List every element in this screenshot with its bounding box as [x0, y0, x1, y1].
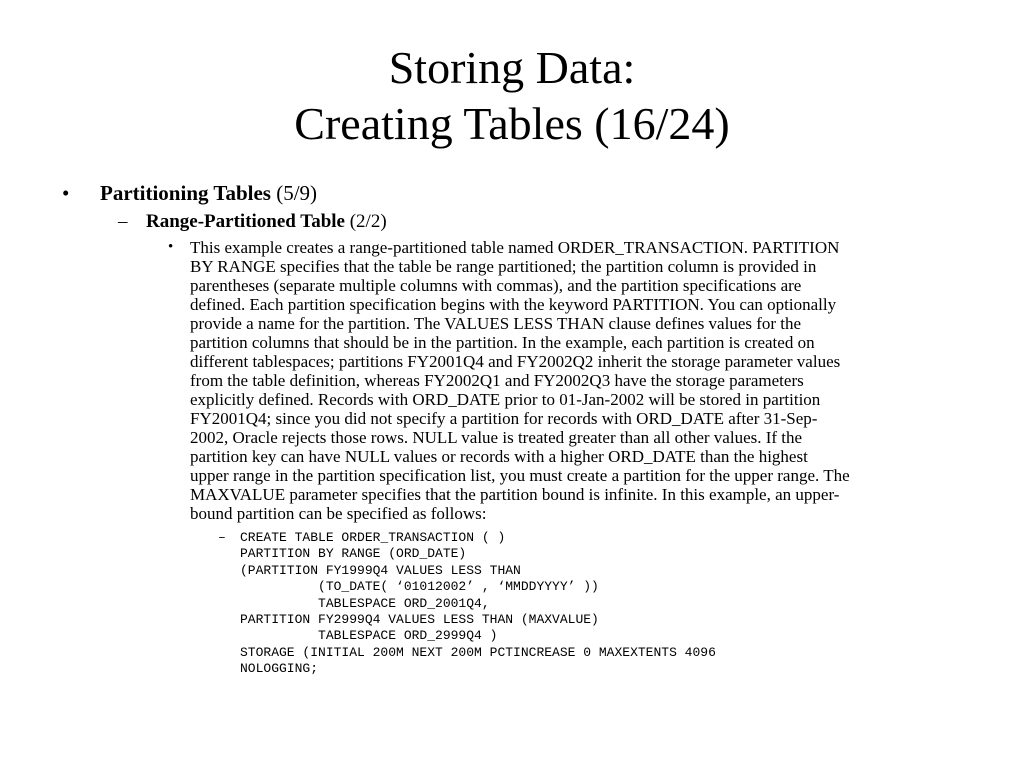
- bullet-dot-icon: •: [62, 181, 70, 205]
- paragraph-line: partition key can have NULL values or records with a higher ORD_DATE than the highest: [190, 447, 808, 466]
- paragraph-line: from the table definition, whereas FY2002Q1 and FY2002Q3 have the storage parameters: [190, 371, 804, 390]
- paragraph-line: 2002, Oracle rejects those rows. NULL value is treated greater than all other values. If the: [190, 428, 803, 447]
- bullet-text: [146, 210, 387, 234]
- paragraph-line: FY2001Q4; since you did not specify a partition for records with ORD_DATE after 31-Sep-: [190, 409, 818, 428]
- heading-suffix: (5/9): [270, 181, 318, 205]
- paragraph-line: upper range in the partition specification list, you must create a partition for the upper range. The: [190, 466, 850, 485]
- paragraph-line: bound partition can be specified as follows:: [190, 504, 487, 523]
- paragraph-line: MAXVALUE parameter specifies that the partition bound is infinite. In this example, an upper-: [190, 485, 840, 504]
- paragraph-line: partition columns that should be in the partition. In the example, each partition is created on: [190, 333, 815, 352]
- bullet-dash-icon: –: [118, 211, 128, 232]
- paragraph-line: provide a name for the partition. The VALUES LESS THAN clause defines values for the: [190, 314, 802, 333]
- title-line-2: Creating Tables (16/24): [294, 98, 730, 149]
- slide-title: [0, 40, 1024, 152]
- paragraph-line: explicitly defined. Records with ORD_DATE prior to 01-Jan-2002 will be stored in partition: [190, 390, 821, 409]
- bullet-dash-icon: –: [218, 530, 226, 545]
- paragraph-line: different tablespaces; partitions FY2001Q4 and FY2002Q2 inherit the storage parameter values: [190, 352, 841, 371]
- heading-bold: Partitioning Tables: [100, 181, 271, 205]
- paragraph-line: This example creates a range-partitioned table named ORDER_TRANSACTION. PARTITION: [190, 238, 840, 257]
- paragraph-line: BY RANGE specifies that the table be range partitioned; the partition column is provided in: [190, 257, 817, 276]
- description-paragraph: [190, 238, 965, 523]
- paragraph-line: parentheses (separate multiple columns with commas), and the partition specifications are: [190, 276, 802, 295]
- subheading-bold: Range-Partitioned Table: [146, 211, 345, 232]
- paragraph-line: defined. Each partition specification begins with the keyword PARTITION. You can optionally: [190, 295, 837, 314]
- bullet-dot-icon: •: [168, 239, 174, 255]
- sql-code-block: CREATE TABLE ORDER_TRANSACTION ( ) PARTITION BY RANGE (ORD_DATE) (PARTITION FY1999Q4 VALUES LESS THAN (TO_DATE( ‘01012002’ , ‘MMDDYYYY’ )) TABLESPACE ORD_2001Q4, PARTITION FY2999Q4 VALUES LESS THAN (MAXVALUE) TABLESPACE ORD_2999Q4 ) STORAGE (INITIAL 200M NEXT 200M PCTINCREASE 0 MAXEXTENTS 4096 NOLOGGING;: [240, 530, 716, 677]
- title-line-1: Storing Data:: [388, 42, 636, 93]
- bullet-text: [100, 180, 317, 206]
- subheading-suffix: (2/2): [344, 211, 387, 232]
